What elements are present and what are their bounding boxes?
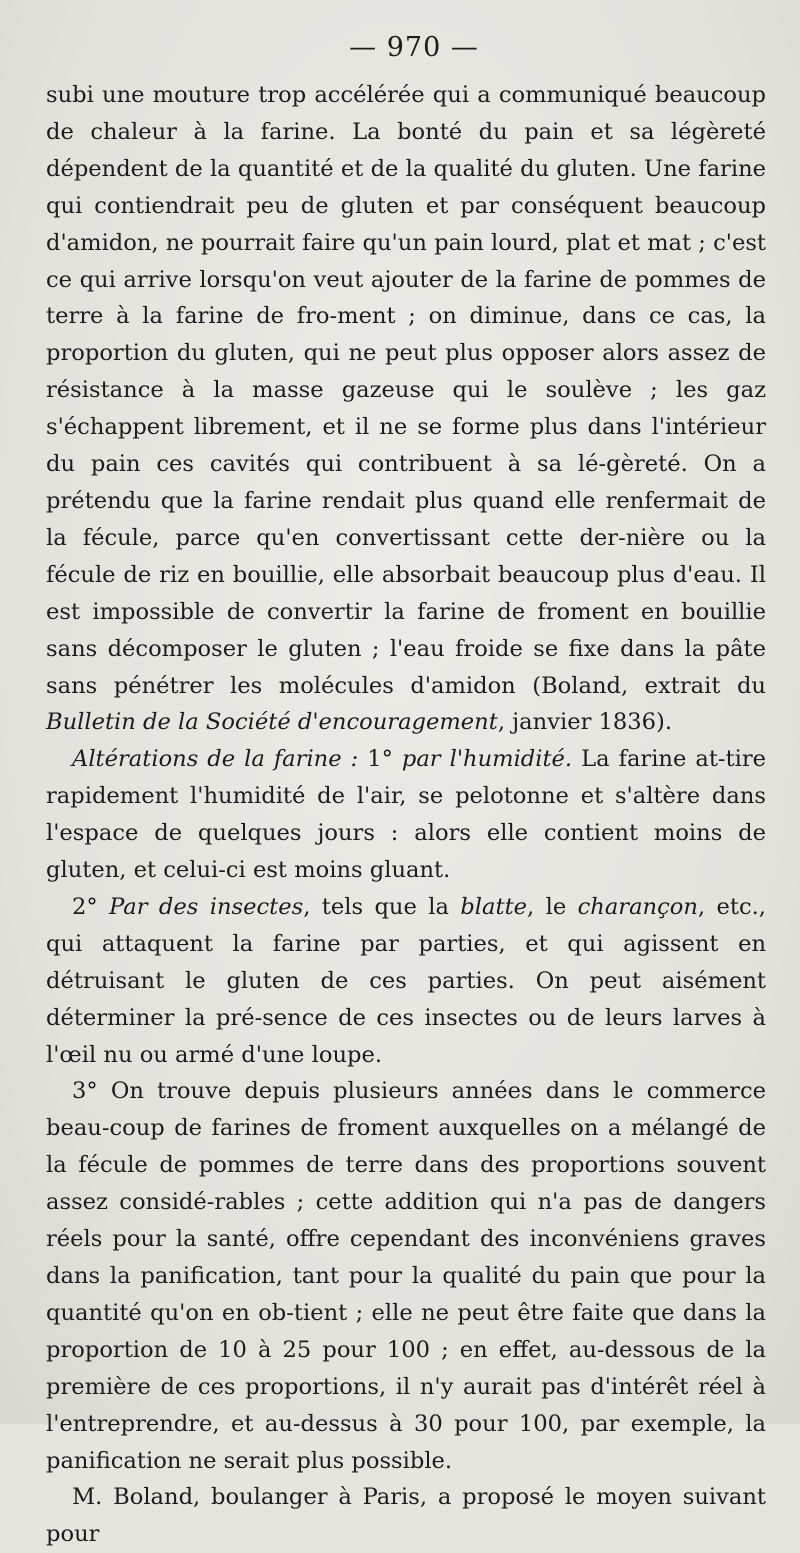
- page-number: — 970 —: [349, 32, 479, 63]
- paragraph: [46, 77, 766, 741]
- paragraph: [46, 1073, 766, 1479]
- paragraph: [46, 1479, 766, 1553]
- italic-text: Bulletin de la Société d'encouragement: [46, 709, 498, 736]
- italic-text: Altérations de la farine :: [72, 746, 368, 773]
- text-run: 3° On trouve depuis plusieurs années dans le commerce beau-coup de farines de froment auxquelles on a mélangé de la fécule de pommes de terre dans des proportions souvent assez considé-rables ; cette addition qui n'a pas de dangers réels pour la santé, offre cependant des inconvéniens graves dans la panification, tant pour la qualité du pain que pour la quantité qu'on en ob-tient ; elle ne peut être faite que dans la proportion de 10 à 25 pour 100 ; en effet, au-dessous de la première de ces proportions, il n'y aurait pas d'intérêt réel à l'entreprendre, et au-dessus à 30 pour 100, par exemple, la panification ne serait plus possible.: [46, 1078, 766, 1474]
- italic-text: blatte: [460, 893, 528, 920]
- italic-text: par l'humidité.: [401, 746, 573, 773]
- paragraph: [46, 741, 766, 889]
- text-run: , etc., qui attaquent la farine par parties, et qui agissent en détruisant le gluten de ces parties. On peut aisément déterminer la pré-sence de ces insectes ou de leurs larves à l'œil nu ou armé d'une loupe.: [46, 893, 766, 1068]
- text-run: 2°: [72, 893, 110, 920]
- text-run: La farine at-tire rapidement l'humidité de l'air, se pelotonne et s'altère dans l'espace de quelques jours : alors elle contient moins de gluten, et celui-ci est moins gluant.: [46, 746, 767, 884]
- text-run: , le: [527, 893, 578, 920]
- body-text: [46, 77, 766, 1553]
- italic-text: Par des insectes: [109, 893, 304, 920]
- text-run: 1°: [367, 746, 402, 773]
- text-run: M. Boland, boulanger à Paris, a proposé le moyen suivant pour: [46, 1484, 766, 1548]
- text-run: , tels que la: [303, 893, 461, 920]
- paragraph: [46, 889, 766, 1074]
- italic-text: charançon: [577, 893, 698, 920]
- text-run: , janvier 1836).: [497, 709, 673, 736]
- text-run: subi une mouture trop accélérée qui a communiqué beaucoup de chaleur à la farine. La bonté du pain et sa légèreté dépendent de la quantité et de la qualité du gluten. Une farine qui contiendrait peu de gluten et par conséquent beaucoup d'amidon, ne pourrait faire qu'un pain lourd, plat et mat ; c'est ce qui arrive lorsqu'on veut ajouter de la farine de pommes de terre à la farine de fro-ment ; on diminue, dans ce cas, la proportion du gluten, qui ne peut plus opposer alors assez de résistance à la masse gazeuse qui le soulève ; les gaz s'échappent librement, et il ne se forme plus dans l'intérieur du pain ces cavités qui contribuent à sa lé-gèreté. On a prétendu que la farine rendait plus quand elle renfermait de la fécule, parce qu'en convertissant cette der-nière ou la fécule de riz en bouillie, elle absorbait beaucoup plus d'eau. Il est impossible de convertir la farine de froment en bouillie sans décomposer le gluten ; l'eau froide se fixe dans la pâte sans pénétrer les molécules d'amidon (Boland, extrait du: [46, 82, 766, 699]
